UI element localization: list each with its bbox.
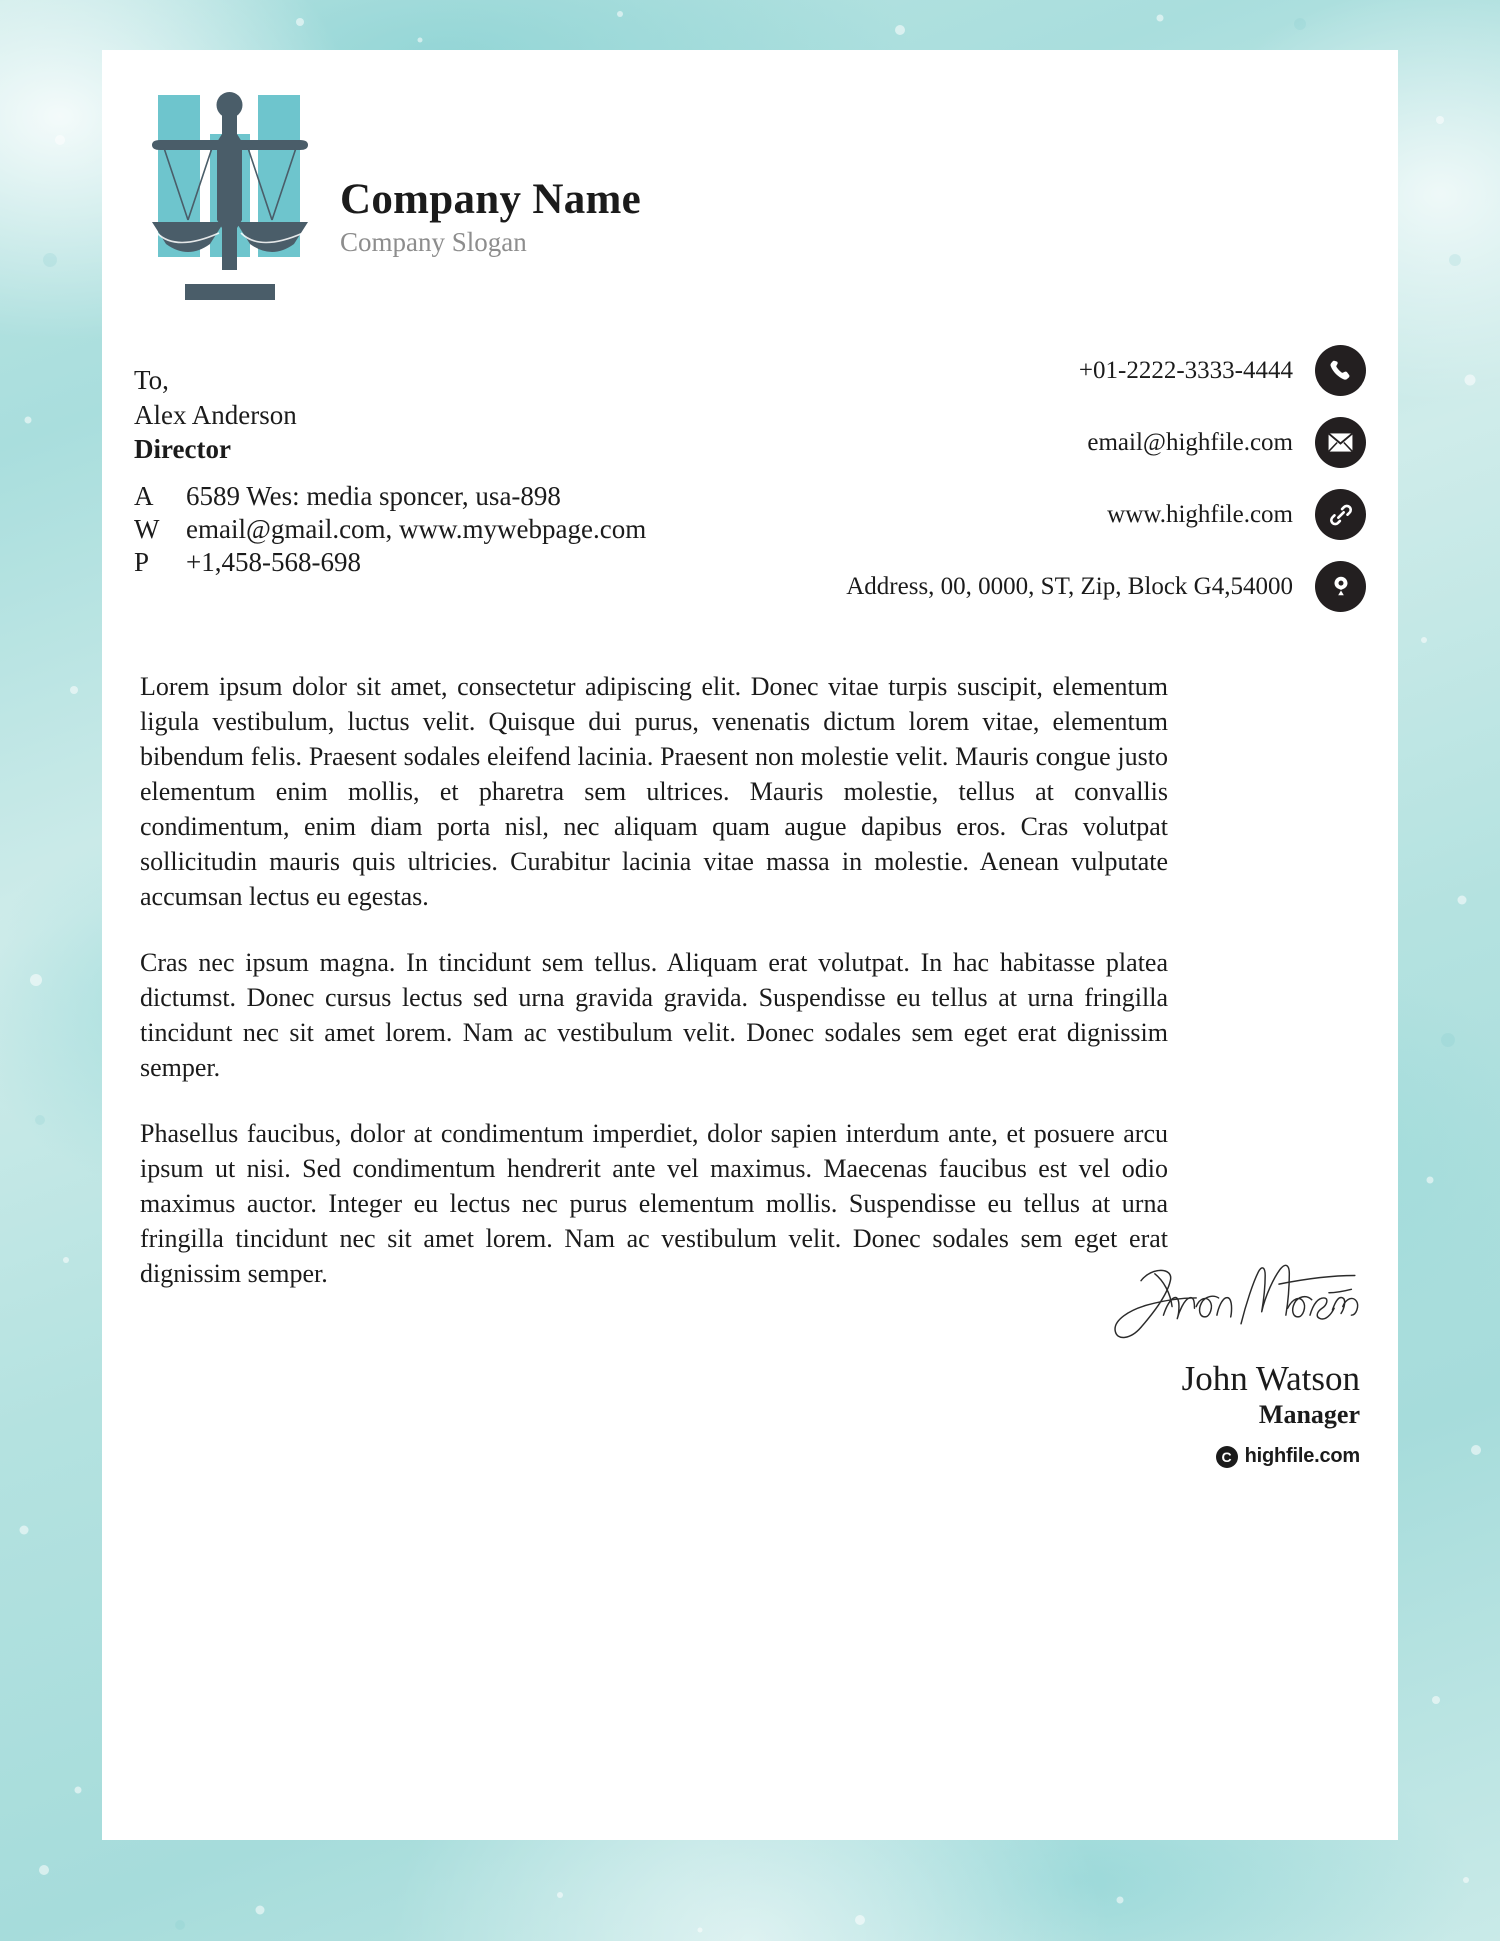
sender-detail-row [134,480,794,513]
body-paragraph-2: Cras nec ipsum magna. In tincidunt sem tellus. Aliquam erat volutpat. In hac habitasse platea dictumst. Donec cursus lectus sed urna gravida gravida. Suspendisse eu tellus at urna fringilla tincidunt nec sit amet lorem. Nam ac vestibulum velit. Donec sodales sem eget erat dignissim semper. [140,947,1168,1082]
sender-detail-key-phone: P [134,546,150,577]
contact-row-website [806,489,1366,540]
recipient-block [134,363,754,467]
sender-detail-value-web: email@gmail.com, www.mywebpage.com [186,513,647,544]
sender-detail-value-phone: +1,458-568-698 [186,546,361,577]
footer-brand-text: highfile.com [1244,1445,1360,1467]
recipient-role: Director [134,434,231,465]
letter-sheet [102,50,1398,1840]
letterhead-header [140,82,1040,332]
sender-detail-row [134,546,794,579]
signer-title: Manager [1258,1400,1360,1430]
company-name: Company Name [340,176,642,223]
recipient-to-label: To, [134,365,169,395]
phone-icon [1315,345,1366,396]
contact-email-text: email@highfile.com [1087,428,1293,456]
handwritten-signature-icon [890,1245,1360,1353]
contact-list [806,345,1366,633]
sender-details-list [134,480,794,579]
signer-name: John Watson [1181,1359,1360,1398]
contact-row-address [806,561,1366,612]
body-paragraph-1: Lorem ipsum dolor sit amet, consectetur adipiscing elit. Donec vitae turpis suscipit, elementum ligula vestibulum, luctus velit. Quisque dui purus, venenatis dictum lorem vitae, elementum bibendum felis. Praesent sodales eleifend lacinia. Praesent non molestie velit. Mauris congue justo elementum enim mollis, et pharetra sem ultrices. Mauris molestie, tellus at convallis condimentum, enim diam porta nisl, nec aliquam quam augue dapibus eros. Cras volutpat sollicitudin mauris quis ultricies. Curabitur lacinia vitae massa in molestie. Aenean vulputate accumsan lectus eu egestas. [140,672,1168,911]
letter-body [140,670,1168,1292]
sender-detail-value-address: 6589 Wes: media sponcer, usa-898 [186,481,561,511]
scales-of-justice-icon [140,82,320,322]
contact-row-email [806,417,1366,468]
brand-block [340,177,641,258]
contact-website-text: www.highfile.com [1107,500,1293,528]
contact-phone-text: +01-2222-3333-4444 [1078,356,1293,384]
sender-detail-key-web: W [134,513,160,544]
body-paragraph-3: Phasellus faucibus, dolor at condimentum imperdiet, dolor sapien interdum ante, et posuere arcu ipsum ut nisi. Sed condimentum hendrerit ante vel maximus. Maecenas faucibus est vel odio maximus auctor. Integer eu lectus nec purus elementum mollis. Suspendisse eu tellus at urna fringilla tincidunt nec sit amet lorem. Nam ac vestibulum velit. Donec sodales sem eget erat dignissim semper. [140,1118,1168,1288]
sender-detail-key-address: A [134,481,154,511]
company-slogan: Company Slogan [340,227,527,258]
contact-row-phone [806,345,1366,396]
location-pin-icon [1315,561,1366,612]
link-icon [1315,489,1366,540]
envelope-icon [1315,417,1366,468]
contact-address-text: Address, 00, 0000, ST, Zip, Block G4,54000 [846,572,1293,600]
highfile-footer-logo[interactable] [1216,1445,1360,1468]
sender-detail-row [134,513,794,546]
copyright-badge-icon: C [1216,1446,1238,1468]
signature-block [890,1245,1360,1430]
recipient-name: Alex Anderson [134,399,297,430]
